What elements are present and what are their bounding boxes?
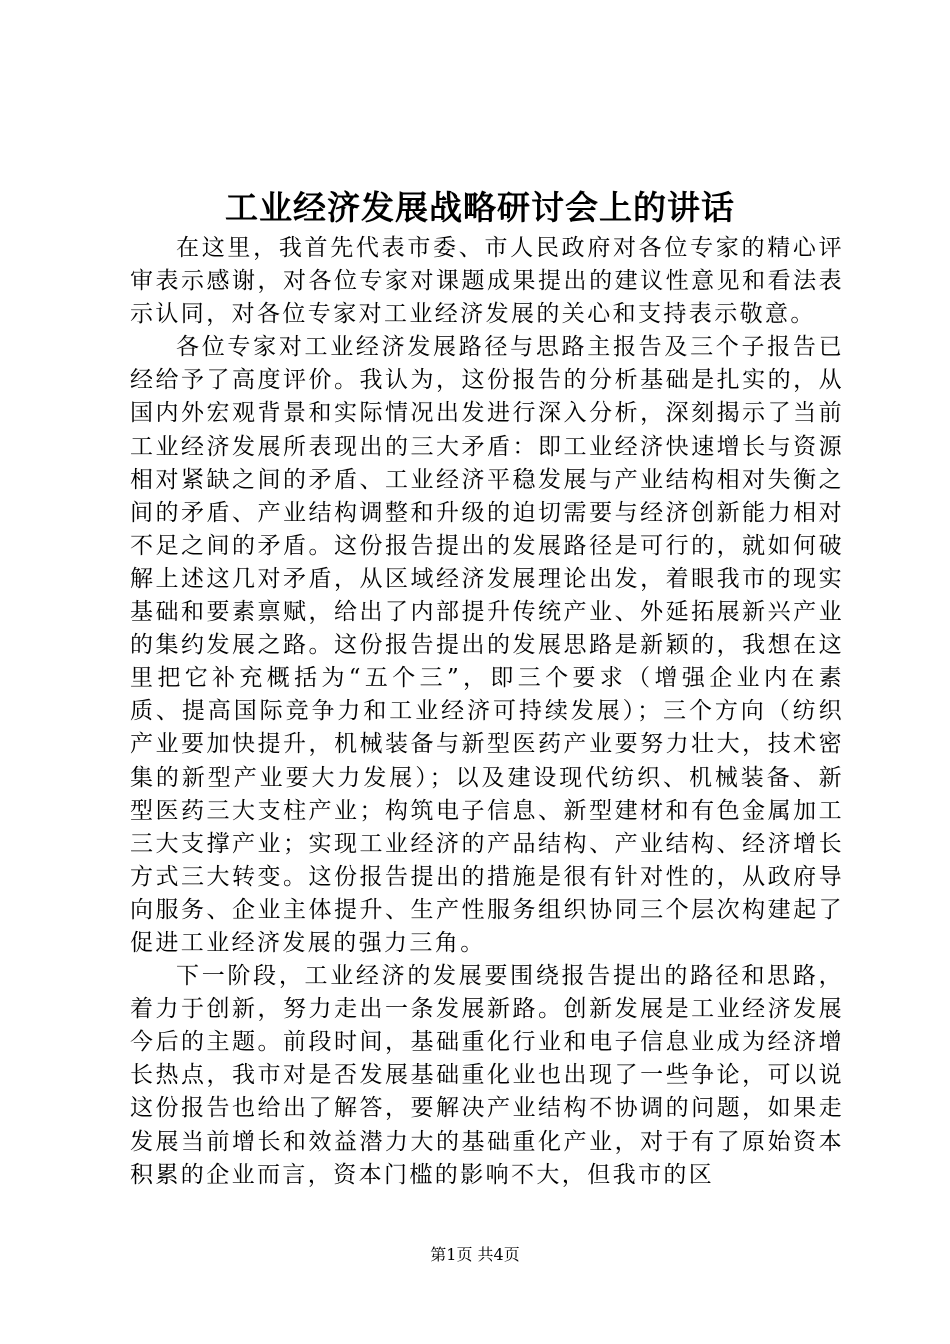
paragraph: 在这里，我首先代表市委、市人民政府对各位专家的精心评审表示感谢，对各位专家对课题成果提出的建议性意见和看法表示认同，对各位专家对工业经济发展的关心和支持表示敬意。 xyxy=(130,235,844,328)
page-number-footer: 第1页 共4页 xyxy=(430,1245,520,1264)
paragraph: 下一阶段，工业经济的发展要围绕报告提出的路径和思路，着力于创新，努力走出一条发展新路。创新发展是工业经济发展今后的主题。前段时间，基础重化行业和电子信息业成为经济增长热点，我市对是否发展基础重化业也出现了一些争论，可以说这份报告也给出了解答，要解决产业结构不协调的问题，如果走发展当前增长和效益潜力大的基础重化产业，对于有了原始资本积累的企业而言，资本门槛的影响不大，但我市的区 xyxy=(130,963,844,1188)
paragraph: 各位专家对工业经济发展路径与思路主报告及三个子报告已经给予了高度评价。我认为，这份报告的分析基础是扎实的，从国内外宏观背景和实际情况出发进行深入分析，深刻揭示了当前工业经济发展所表现出的三大矛盾：即工业经济快速增长与资源相对紧缺之间的矛盾、工业经济平稳发展与产业结构相对失衡之间的矛盾、产业结构调整和升级的迫切需要与经济创新能力相对不足之间的矛盾。这份报告提出的发展路径是可行的，就如何破解上述这几对矛盾，从区域经济发展理论出发，着眼我市的现实基础和要素禀赋，给出了内部提升传统产业、外延拓展新兴产业的集约发展之路。这份报告提出的发展思路是新颖的，我想在这里把它补充概括为“五个三”，即三个要求（增强企业内在素质、提高国际竞争力和工业经济可持续发展）；三个方向（纺织产业要加快提升，机械装备与新型医药产业要努力壮大，技术密集的新型产业要大力发展）；以及建设现代纺织、机械装备、新型医药三大支柱产业；构筑电子信息、新型建材和有色金属加工三大支撑产业；实现工业经济的产品结构、产业结构、经济增长方式三大转变。这份报告提出的措施是很有针对性的，从政府导向服务、企业主体提升、生产性服务组织协同三个层次构建起了促进工业经济发展的强力三角。 xyxy=(130,334,844,956)
document-body xyxy=(130,232,844,1192)
document-title: 工业经济发展战略研讨会上的讲话 xyxy=(225,188,735,227)
